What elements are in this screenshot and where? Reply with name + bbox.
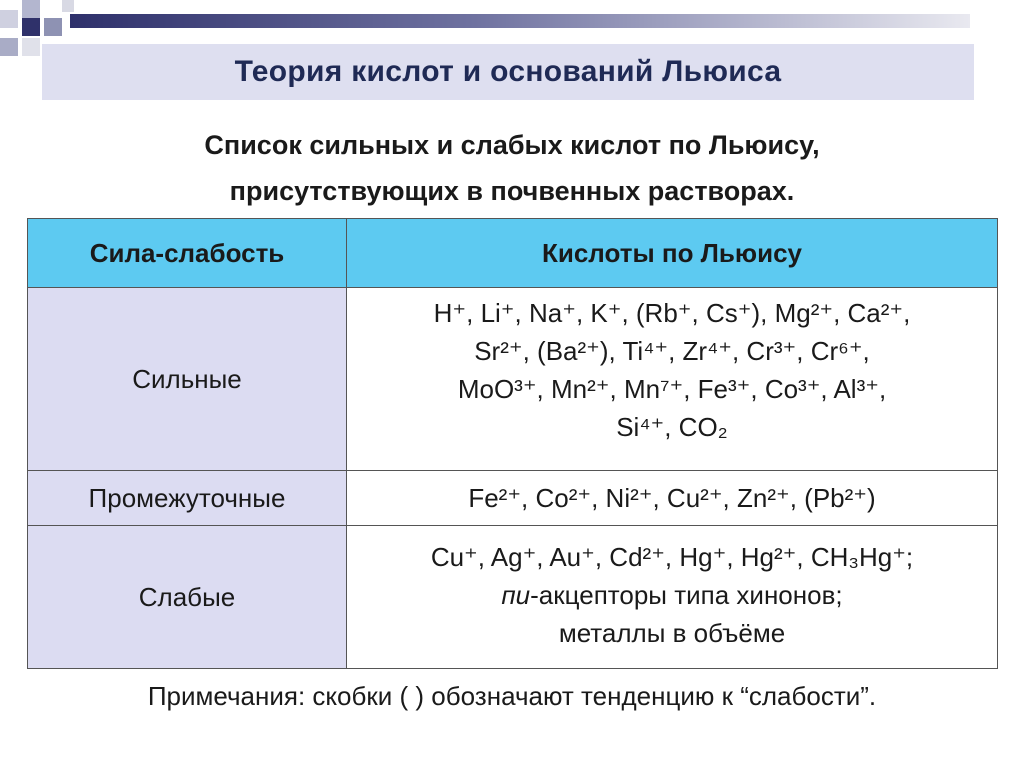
header-strength: Сила-слабость [28,219,347,288]
acids-line: MoO³⁺, Mn²⁺, Mn⁷⁺, Fe³⁺, Co³⁺, Al³⁺, [457,374,887,404]
table-row [28,288,998,471]
category-cell: Слабые [28,526,347,669]
decor-square [0,38,18,56]
acids-cell [347,526,998,669]
footnote: Примечания: скобки ( ) обозначают тенденцию к “слабости”. [147,681,877,711]
acids-line: Sr²⁺, (Ba²⁺), Ti⁴⁺, Zr⁴⁺, Cr³⁺, Cr⁶⁺, [474,336,870,366]
table-row [28,471,998,526]
subtitle-line-2: присутствующих в почвенных растворах. [229,176,795,206]
acids-cell [347,288,998,471]
acids-line: Si⁴⁺, CO₂ [616,412,728,442]
table-row [28,526,998,669]
decor-square [22,18,40,36]
decor-square [44,18,62,36]
acids-line: металлы в объёме [558,618,786,648]
lewis-acids-table [27,218,998,669]
pi-prefix: пи [501,580,531,610]
header-acids: Кислоты по Льюису [347,219,998,288]
slide-subtitle [40,122,984,214]
decor-square [0,10,18,28]
acids-line [347,576,997,614]
acids-line: Cu⁺, Ag⁺, Au⁺, Cd²⁺, Hg⁺, Hg²⁺, CH₃Hg⁺; [430,542,914,572]
acids-line: H⁺, Li⁺, Na⁺, K⁺, (Rb⁺, Cs⁺), Mg²⁺, Ca²⁺, [433,298,911,328]
acids-cell [347,471,998,526]
title-box [42,44,974,100]
decor-square [22,0,40,18]
decor-square [62,0,74,12]
slide-title: Теория кислот и оснований Льюиса [234,55,782,88]
acids-line: Fe²⁺, Co²⁺, Ni²⁺, Cu²⁺, Zn²⁺, (Pb²⁺) [468,483,876,513]
category-cell: Промежуточные [28,471,347,526]
decor-gradient-bar [70,14,970,28]
table-header-row [28,219,998,288]
subtitle-line-1: Список сильных и слабых кислот по Льюису, [204,130,820,160]
category-cell: Сильные [28,288,347,471]
acceptors-text: -акцепторы типа хинонов; [530,580,843,610]
decor-square [22,38,40,56]
